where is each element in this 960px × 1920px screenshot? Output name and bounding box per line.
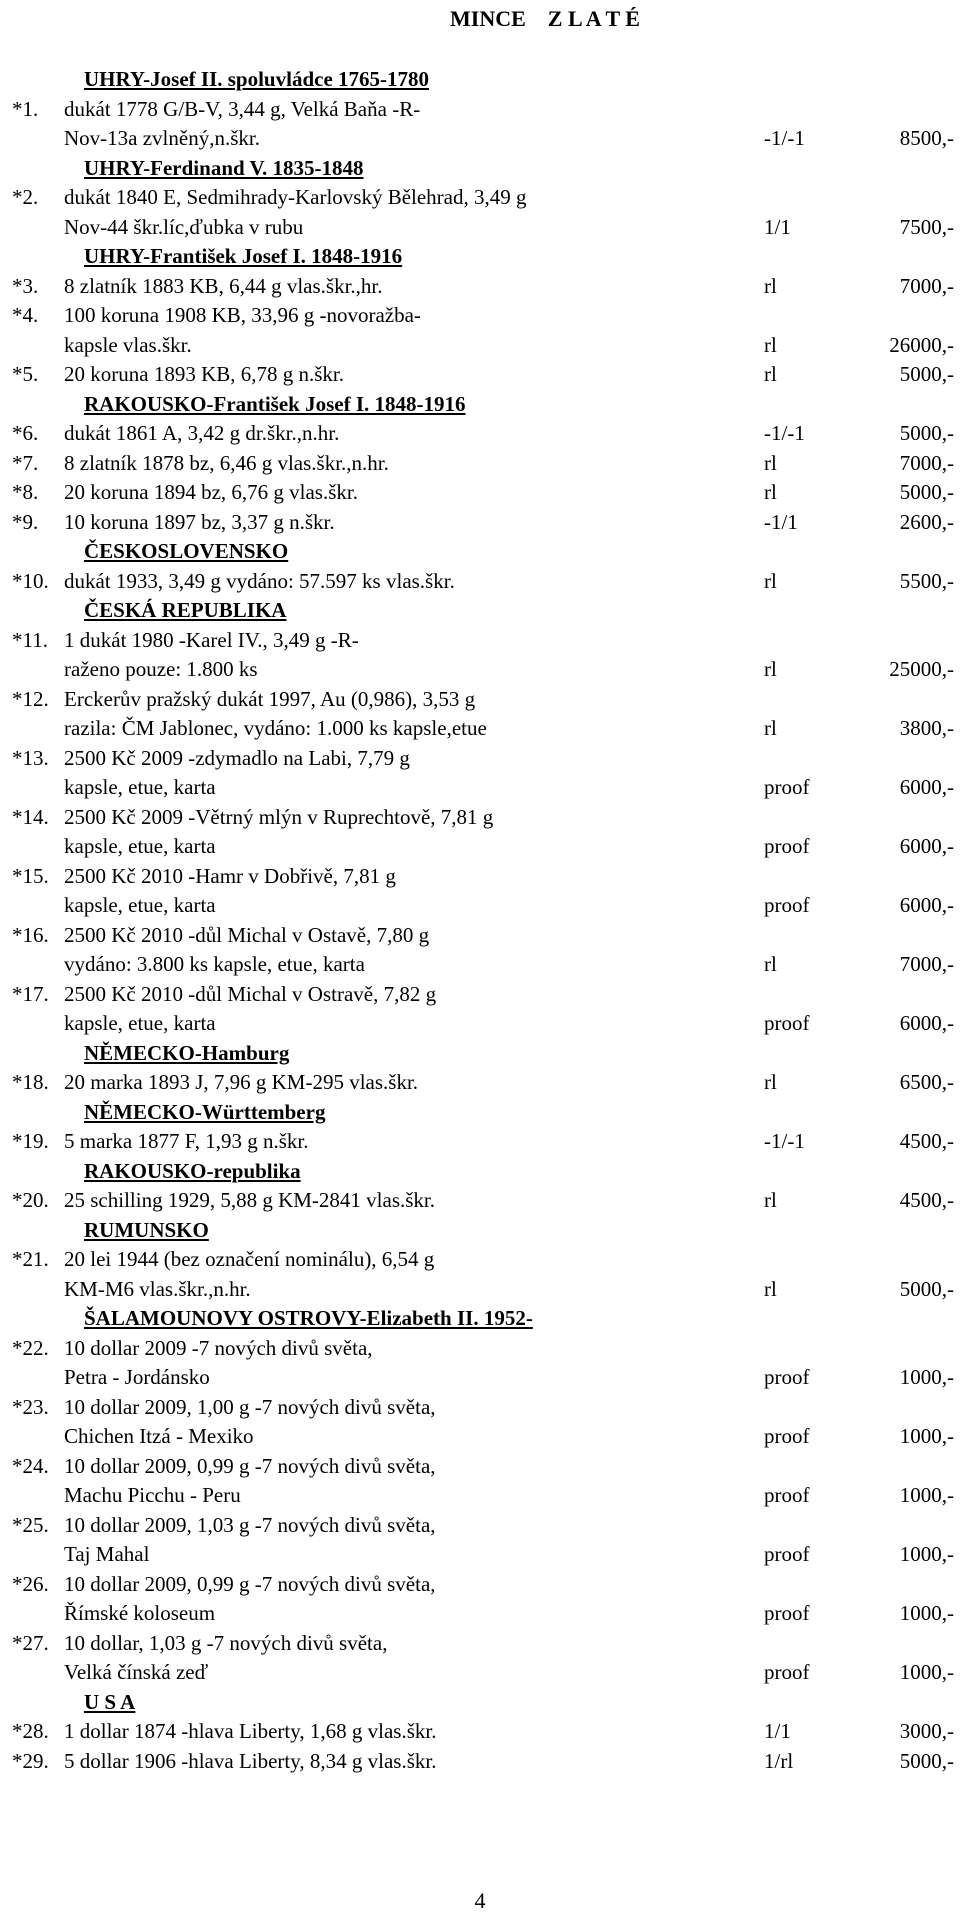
catalog-row — [0, 331, 960, 361]
catalog-row — [0, 1511, 960, 1541]
coin-description: 2500 Kč 2009 -zdymadlo na Labi, 7,79 g — [64, 745, 410, 770]
coin-grade: proof — [764, 1542, 810, 1566]
coin-description: 10 dollar 2009, 0,99 g -7 nových divů světa, — [64, 1571, 436, 1596]
catalog-row — [0, 449, 960, 479]
catalog-row — [0, 124, 960, 154]
coin-grade: rl — [764, 952, 777, 976]
coin-grade: proof — [764, 775, 810, 799]
catalog-row — [0, 1422, 960, 1452]
catalog-row — [0, 1481, 960, 1511]
lot-number: *4. — [12, 303, 39, 327]
coin-price: 1000,- — [899, 1365, 954, 1389]
catalog-row — [0, 567, 960, 597]
catalog-row — [0, 1009, 960, 1039]
lot-number: *16. — [12, 922, 49, 947]
coin-description: 10 dollar 2009, 0,99 g -7 nových divů světa, — [64, 1453, 436, 1478]
coin-catalog-list — [0, 65, 960, 1776]
catalog-row — [0, 478, 960, 508]
coin-description: 8 zlatník 1883 KB, 6,44 g vlas.škr.,hr. — [64, 273, 383, 298]
lot-number: *22. — [12, 1335, 49, 1360]
coin-price: 26000,- — [889, 332, 954, 357]
coin-price: 6000,- — [899, 775, 954, 799]
coin-price: 5000,- — [899, 421, 954, 445]
lot-number: *19. — [12, 1129, 49, 1153]
catalog-row — [0, 95, 960, 125]
coin-grade: -1/-1 — [764, 421, 805, 445]
coin-price: 1000,- — [899, 1542, 954, 1566]
coin-description: 20 koruna 1894 bz, 6,76 g vlas.škr. — [64, 480, 358, 504]
lot-number: *13. — [12, 745, 49, 770]
coin-description: 20 marka 1893 J, 7,96 g KM-295 vlas.škr. — [64, 1070, 419, 1094]
coin-description: 100 koruna 1908 KB, 33,96 g -novoražba- — [64, 303, 421, 327]
catalog-row — [0, 862, 960, 892]
coin-description: 10 dollar, 1,03 g -7 nových divů světa, — [64, 1630, 388, 1655]
section-heading: ČESKÁ REPUBLIKA — [84, 598, 287, 622]
coin-price: 1000,- — [899, 1601, 954, 1625]
catalog-row — [0, 655, 960, 685]
coin-description: dukát 1840 E, Sedmihrady-Karlovský Bělehrad, 3,49 g — [64, 185, 527, 209]
catalog-row — [0, 1540, 960, 1570]
coin-grade: proof — [764, 1483, 810, 1507]
coin-price: 7000,- — [899, 273, 954, 298]
coin-description: 10 koruna 1897 bz, 3,37 g n.škr. — [64, 509, 335, 534]
coin-description: 8 zlatník 1878 bz, 6,46 g vlas.škr.,n.hr. — [64, 450, 389, 475]
section-heading: ČESKOSLOVENSKO — [84, 539, 289, 563]
coin-description: kapsle, etue, karta — [64, 775, 216, 799]
coin-grade: proof — [764, 1011, 810, 1035]
lot-number: *14. — [12, 804, 49, 829]
coin-grade: rl — [764, 1188, 777, 1212]
catalog-row — [0, 921, 960, 951]
coin-price: 7000,- — [899, 952, 954, 976]
coin-grade: rl — [764, 450, 777, 475]
coin-description: Petra - Jordánsko — [64, 1365, 210, 1389]
lot-number: *29. — [12, 1748, 49, 1773]
coin-description: 2500 Kč 2010 -Hamr v Dobřivě, 7,81 g — [64, 863, 396, 888]
lot-number: *1. — [12, 96, 39, 121]
coin-price: 6000,- — [899, 1011, 954, 1035]
coin-description: 10 dollar 2009, 1,03 g -7 nových divů světa, — [64, 1512, 436, 1537]
coin-description: Erckerův pražský dukát 1997, Au (0,986), 3,53 g — [64, 686, 476, 711]
catalog-row — [0, 803, 960, 833]
coin-price: 5000,- — [899, 1276, 954, 1301]
coin-price: 4500,- — [899, 1188, 954, 1212]
coin-description: 20 lei 1944 (bez označení nominálu), 6,54 g — [64, 1247, 435, 1271]
coin-description: razila: ČM Jablonec, vydáno: 1.000 ks kapsle,etue — [64, 716, 487, 740]
lot-number: *12. — [12, 686, 49, 711]
coin-price: 8500,- — [899, 126, 954, 150]
coin-description: Římské koloseum — [64, 1601, 216, 1625]
catalog-row — [0, 1717, 960, 1747]
catalog-row — [0, 1275, 960, 1305]
coin-grade: rl — [764, 362, 777, 386]
coin-grade: rl — [764, 480, 777, 504]
catalog-row — [0, 1127, 960, 1157]
catalog-row — [0, 419, 960, 449]
catalog-row — [0, 1452, 960, 1482]
lot-number: *2. — [12, 185, 39, 209]
coin-price: 5500,- — [899, 568, 954, 593]
catalog-row — [0, 183, 960, 213]
coin-price: 1000,- — [899, 1483, 954, 1507]
coin-description: 10 dollar 2009, 1,00 g -7 nových divů světa, — [64, 1394, 436, 1419]
lot-number: *21. — [12, 1247, 49, 1271]
catalog-row — [0, 1570, 960, 1600]
coin-description: 2500 Kč 2009 -Větrný mlýn v Ruprechtově, 7,81 g — [64, 804, 494, 829]
coin-price: 1000,- — [899, 1660, 954, 1684]
catalog-row — [0, 744, 960, 774]
coin-price: 4500,- — [899, 1129, 954, 1153]
coin-description: Velká čínská zeď — [64, 1660, 209, 1684]
catalog-row — [0, 626, 960, 656]
section-heading: RAKOUSKO-republika — [84, 1158, 301, 1183]
coin-description: 10 dollar 2009 -7 nových divů světa, — [64, 1335, 373, 1360]
catalog-row — [0, 1363, 960, 1393]
coin-description: dukát 1778 G/B-V, 3,44 g, Velká Baňa -R- — [64, 96, 421, 121]
coin-grade: proof — [764, 893, 810, 917]
lot-number: *6. — [12, 421, 39, 445]
catalog-row — [0, 213, 960, 243]
coin-grade: rl — [764, 1070, 777, 1094]
coin-grade: proof — [764, 1660, 810, 1684]
catalog-row — [0, 980, 960, 1010]
section-heading: ŠALAMOUNOVY OSTROVY-Elizabeth II. 1952- — [84, 1306, 533, 1330]
lot-number: *3. — [12, 273, 39, 298]
coin-description: 2500 Kč 2010 -důl Michal v Ostravě, 7,82 g — [64, 981, 437, 1006]
coin-price: 5000,- — [899, 362, 954, 386]
coin-description: kapsle, etue, karta — [64, 893, 216, 917]
coin-description: kapsle vlas.škr. — [64, 332, 192, 357]
coin-description: 1 dukát 1980 -Karel IV., 3,49 g -R- — [64, 627, 359, 652]
lot-number: *25. — [12, 1512, 49, 1537]
coin-price: 3800,- — [899, 716, 954, 740]
catalog-row — [0, 891, 960, 921]
coin-grade: proof — [764, 1365, 810, 1389]
lot-number: *5. — [12, 362, 39, 386]
coin-price: 2600,- — [899, 509, 954, 534]
coin-description: raženo pouze: 1.800 ks — [64, 657, 258, 681]
catalog-row — [0, 1068, 960, 1098]
coin-description: kapsle, etue, karta — [64, 1011, 216, 1035]
page-title: MINCE Z L A T É — [450, 6, 640, 31]
coin-price: 5000,- — [899, 480, 954, 504]
page-number: 4 — [474, 1888, 486, 1913]
coin-grade: -1/-1 — [764, 1129, 805, 1153]
coin-grade: -1/-1 — [764, 126, 805, 150]
lot-number: *26. — [12, 1571, 49, 1596]
lot-number: *17. — [12, 981, 49, 1006]
coin-grade: rl — [764, 716, 777, 740]
lot-number: *11. — [12, 627, 48, 652]
coin-description: 5 marka 1877 F, 1,93 g n.škr. — [64, 1129, 309, 1153]
coin-description: 2500 Kč 2010 -důl Michal v Ostavě, 7,80 g — [64, 922, 430, 947]
coin-description: Machu Picchu - Peru — [64, 1483, 241, 1507]
coin-description: 5 dollar 1906 -hlava Liberty, 8,34 g vlas.škr. — [64, 1748, 437, 1773]
catalog-row — [0, 685, 960, 715]
coin-description: dukát 1861 A, 3,42 g dr.škr.,n.hr. — [64, 421, 340, 445]
section-heading: NĚMECKO-Hamburg — [84, 1040, 290, 1065]
coin-description: Nov-13a zvlněný,n.škr. — [64, 126, 260, 150]
coin-price: 3000,- — [899, 1719, 954, 1743]
lot-number: *10. — [12, 568, 49, 593]
catalog-row — [0, 1599, 960, 1629]
coin-description: dukát 1933, 3,49 g vydáno: 57.597 ks vlas.škr. — [64, 568, 455, 593]
coin-description: vydáno: 3.800 ks kapsle, etue, karta — [64, 952, 365, 976]
catalog-row — [0, 1334, 960, 1364]
section-heading: U S A — [84, 1689, 136, 1714]
section-heading: RUMUNSKO — [84, 1217, 209, 1242]
coin-grade: 1/rl — [764, 1748, 794, 1773]
lot-number: *23. — [12, 1394, 49, 1419]
catalog-row — [0, 832, 960, 862]
section-heading: NĚMECKO-Württemberg — [84, 1099, 326, 1124]
catalog-row — [0, 1629, 960, 1659]
catalog-row — [0, 301, 960, 331]
coin-description: Nov-44 škr.líc,ďubka v rubu — [64, 214, 304, 239]
coin-description: Chichen Itzá - Mexiko — [64, 1424, 254, 1448]
lot-number: *7. — [12, 450, 39, 475]
coin-grade: rl — [764, 332, 777, 357]
coin-description: 1 dollar 1874 -hlava Liberty, 1,68 g vlas.škr. — [64, 1719, 437, 1743]
section-heading: RAKOUSKO-František Josef I. 1848-1916 — [84, 391, 466, 416]
coin-grade: proof — [764, 1601, 810, 1625]
lot-number: *24. — [12, 1453, 49, 1478]
catalog-row — [0, 1393, 960, 1423]
coin-price: 6500,- — [899, 1070, 954, 1094]
coin-price: 5000,- — [899, 1748, 954, 1773]
coin-description: 20 koruna 1893 KB, 6,78 g n.škr. — [64, 362, 344, 386]
lot-number: *9. — [12, 509, 39, 534]
lot-number: *20. — [12, 1188, 49, 1212]
coin-grade: rl — [764, 273, 777, 298]
coin-description: KM-M6 vlas.škr.,n.hr. — [64, 1276, 251, 1301]
catalog-row — [0, 1245, 960, 1275]
coin-grade: 1/1 — [764, 1719, 791, 1743]
section-heading: UHRY-František Josef I. 1848-1916 — [84, 244, 403, 268]
coin-grade: proof — [764, 1424, 810, 1448]
coin-description: kapsle, etue, karta — [64, 834, 216, 858]
lot-number: *15. — [12, 863, 49, 888]
catalog-row — [0, 508, 960, 538]
catalog-row — [0, 950, 960, 980]
coin-price: 6000,- — [899, 893, 954, 917]
coin-grade: rl — [764, 657, 777, 681]
catalog-row — [0, 714, 960, 744]
section-heading: UHRY-Ferdinand V. 1835-1848 — [84, 155, 364, 180]
coin-price: 7000,- — [899, 450, 954, 475]
catalog-row — [0, 360, 960, 390]
catalog-row — [0, 1658, 960, 1688]
coin-grade: proof — [764, 834, 810, 858]
lot-number: *8. — [12, 480, 39, 504]
catalog-row — [0, 1186, 960, 1216]
section-heading: UHRY-Josef II. spoluvládce 1765-1780 — [84, 67, 430, 91]
catalog-row — [0, 272, 960, 302]
lot-number: *18. — [12, 1070, 49, 1094]
coin-price: 7500,- — [899, 214, 954, 239]
coin-grade: 1/1 — [764, 214, 791, 239]
catalog-row — [0, 1747, 960, 1777]
coin-price: 6000,- — [899, 834, 954, 858]
coin-description: Taj Mahal — [64, 1542, 150, 1566]
coin-price: 1000,- — [899, 1424, 954, 1448]
coin-description: 25 schilling 1929, 5,88 g KM-2841 vlas.škr. — [64, 1188, 435, 1212]
coin-grade: rl — [764, 1276, 777, 1301]
catalog-row — [0, 773, 960, 803]
lot-number: *28. — [12, 1719, 49, 1743]
coin-price: 25000,- — [889, 657, 954, 681]
lot-number: *27. — [12, 1630, 49, 1655]
coin-grade: rl — [764, 568, 777, 593]
coin-grade: -1/1 — [764, 509, 798, 534]
